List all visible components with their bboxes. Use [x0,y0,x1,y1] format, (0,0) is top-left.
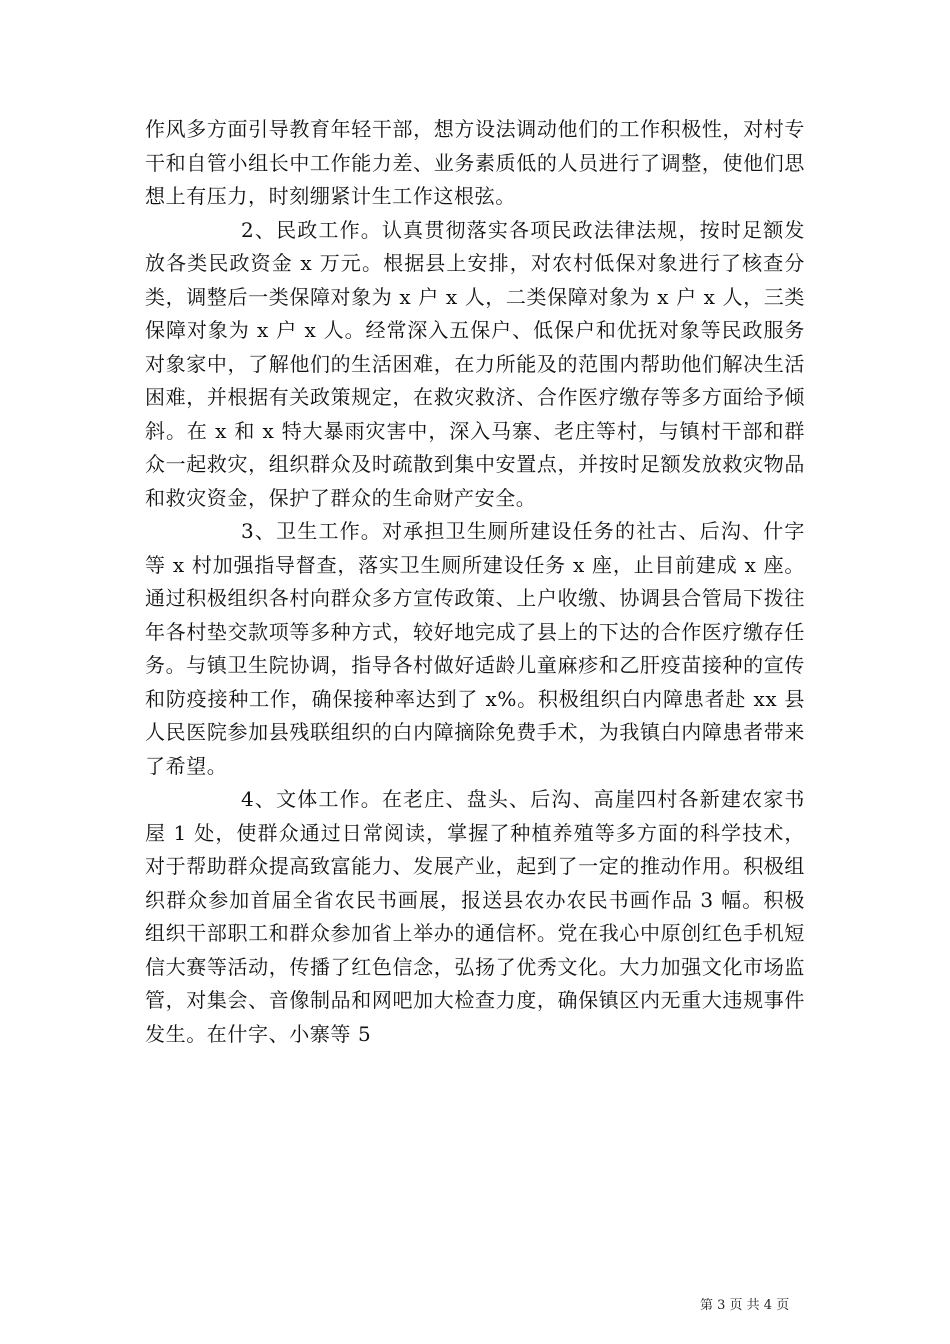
paragraph-health-work: 3、卫生工作。对承担卫生厕所建设任务的社古、后沟、什字等 x 村加强指导督查，落实卫生厕所建设任务 x 座，止目前建成 x 座。通过积极组织各村向群众多方宣传政策、上户收缴、协调县合管局下拨往年各村垫交款项等多种方式，较好地完成了县上的下达的合作医疗缴存任务。与镇卫生院协调，指导各村做好适龄儿童麻疹和乙肝疫苗接种的宣传和防疫接种工作，确保接种率达到了 x%。积极组织白内障患者赴 xx 县人民医院参加县残联组织的白内障摘除免费手术，为我镇白内障患者带来了希望。 [145,519,805,778]
paragraph-culture-sports: 4、文体工作。在老庄、盘头、后沟、高崖四村各新建农家书屋 1 处，使群众通过日常阅读，掌握了种植养殖等多方面的科学技术，对于帮助群众提高致富能力、发展产业，起到了一定的推动作用。积极组织群众参加首届全省农民书画展，报送县农办农民书画作品 3 幅。积极组织干部职工和群众参加省上举办的通信杯。党在我心中原创红色手机短信大赛等活动，传播了红色信念，弘扬了优秀文化。大力加强文化市场监管，对集会、音像制品和网吧加大检查力度，确保镇区内无重大违规事件发生。在什字、小寨等 5 [145,787,805,1046]
document-body [145,113,805,1051]
paragraph-civil-affairs: 2、民政工作。认真贯彻落实各项民政法律法规，按时足额发放各类民政资金 x 万元。根据县上安排，对农村低保对象进行了核查分类，调整后一类保障对象为 x 户 x 人，二类保障对象为 x 户 x 人，三类保障对象为 x 户 x 人。经常深入五保户、低保户和优抚对象等民政服务对象家中，了解他们的生活困难，在力所能及的范围内帮助他们解决生活困难，并根据有关政策规定，在救灾救济、合作医疗缴存等多方面给予倾斜。在 x 和 x 特大暴雨灾害中，深入马寨、老庄等村，与镇村干部和群众一起救灾，组织群众及时疏散到集中安置点，并按时足额发放救灾物品和救灾资金，保护了群众的生命财产安全。 [145,217,805,510]
page-number-footer: 第 3 页 共 4 页 [700,1298,790,1313]
paragraph-cadre-education: 作风多方面引导教育年轻干部，想方设法调动他们的工作积极性，对村专干和自管小组长中工作能力差、业务素质低的人员进行了调整，使他们思想上有压力，时刻绷紧计生工作这根弦。 [145,117,805,208]
